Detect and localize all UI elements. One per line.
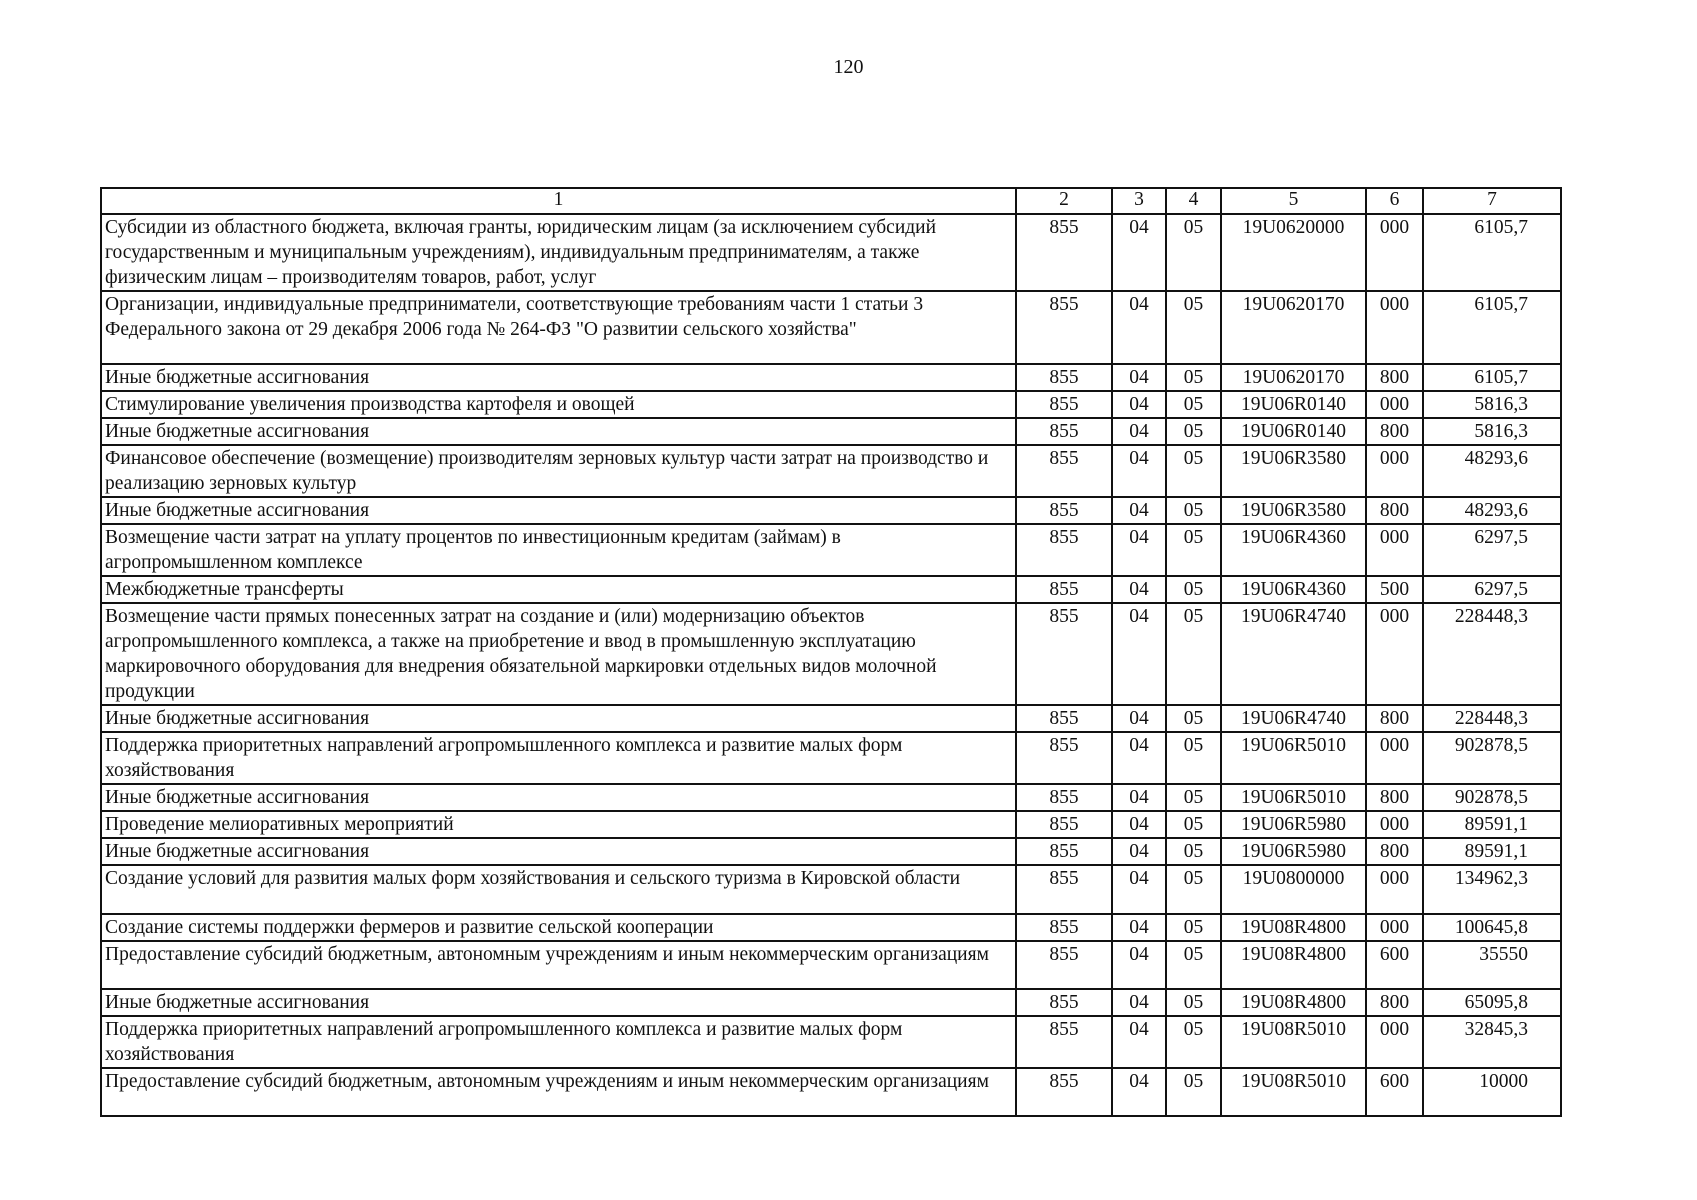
row-section-code: 04 xyxy=(1112,1068,1166,1116)
row-amount: 902878,5 xyxy=(1423,784,1561,811)
row-section-code: 04 xyxy=(1112,705,1166,732)
row-amount: 6105,7 xyxy=(1423,364,1561,391)
row-section-code: 04 xyxy=(1112,364,1166,391)
row-subsection-code: 05 xyxy=(1166,705,1221,732)
row-subsection-code: 05 xyxy=(1166,914,1221,941)
row-name: Возмещение части затрат на уплату процентов по инвестиционным кредитам (займам) в агропромышленном комплексе xyxy=(101,524,1016,576)
row-grbs-code: 855 xyxy=(1016,705,1112,732)
row-subsection-code: 05 xyxy=(1166,603,1221,705)
row-expense-type: 500 xyxy=(1366,576,1423,603)
row-amount: 6297,5 xyxy=(1423,524,1561,576)
row-subsection-code: 05 xyxy=(1166,576,1221,603)
row-amount: 6297,5 xyxy=(1423,576,1561,603)
row-subsection-code: 05 xyxy=(1166,1016,1221,1068)
row-expense-type: 000 xyxy=(1366,524,1423,576)
row-grbs-code: 855 xyxy=(1016,291,1112,364)
row-expense-type: 000 xyxy=(1366,865,1423,914)
row-expense-type: 000 xyxy=(1366,445,1423,497)
table-row xyxy=(101,732,1561,784)
row-name: Организации, индивидуальные предприниматели, соответствующие требованиям части 1 статьи 3 Федерального закона от 29 декабря 2006 года № 264-ФЗ "О развитии сельского хозяйства" xyxy=(101,291,1016,364)
row-grbs-code: 855 xyxy=(1016,214,1112,291)
row-subsection-code: 05 xyxy=(1166,865,1221,914)
row-expense-type: 800 xyxy=(1366,784,1423,811)
row-subsection-code: 05 xyxy=(1166,214,1221,291)
row-section-code: 04 xyxy=(1112,214,1166,291)
row-section-code: 04 xyxy=(1112,784,1166,811)
row-subsection-code: 05 xyxy=(1166,291,1221,364)
row-section-code: 04 xyxy=(1112,865,1166,914)
row-grbs-code: 855 xyxy=(1016,914,1112,941)
table-row xyxy=(101,603,1561,705)
row-section-code: 04 xyxy=(1112,524,1166,576)
row-target-code: 19U06R3580 xyxy=(1221,445,1366,497)
row-subsection-code: 05 xyxy=(1166,497,1221,524)
row-name: Проведение мелиоративных мероприятий xyxy=(101,811,1016,838)
table-row xyxy=(101,865,1561,914)
row-target-code: 19U06R4740 xyxy=(1221,603,1366,705)
table-row xyxy=(101,1068,1561,1116)
row-subsection-code: 05 xyxy=(1166,445,1221,497)
row-expense-type: 000 xyxy=(1366,214,1423,291)
row-amount: 100645,8 xyxy=(1423,914,1561,941)
row-name: Создание системы поддержки фермеров и развитие сельской кооперации xyxy=(101,914,1016,941)
row-section-code: 04 xyxy=(1112,603,1166,705)
row-target-code: 19U06R5980 xyxy=(1221,838,1366,865)
table-row xyxy=(101,418,1561,445)
row-grbs-code: 855 xyxy=(1016,1016,1112,1068)
row-grbs-code: 855 xyxy=(1016,732,1112,784)
table-row xyxy=(101,811,1561,838)
row-amount: 5816,3 xyxy=(1423,391,1561,418)
row-section-code: 04 xyxy=(1112,811,1166,838)
table-row xyxy=(101,705,1561,732)
row-name: Иные бюджетные ассигнования xyxy=(101,784,1016,811)
table-row xyxy=(101,391,1561,418)
row-amount: 228448,3 xyxy=(1423,705,1561,732)
row-target-code: 19U06R4740 xyxy=(1221,705,1366,732)
row-name: Создание условий для развития малых форм хозяйствования и сельского туризма в Кировской области xyxy=(101,865,1016,914)
row-name: Предоставление субсидий бюджетным, автономным учреждениям и иным некоммерческим организациям xyxy=(101,1068,1016,1116)
row-grbs-code: 855 xyxy=(1016,811,1112,838)
header-col-4: 4 xyxy=(1166,188,1221,214)
row-section-code: 04 xyxy=(1112,838,1166,865)
budget-table xyxy=(100,187,1562,1117)
row-grbs-code: 855 xyxy=(1016,941,1112,989)
row-target-code: 19U0620170 xyxy=(1221,291,1366,364)
row-name: Иные бюджетные ассигнования xyxy=(101,418,1016,445)
row-amount: 228448,3 xyxy=(1423,603,1561,705)
row-name: Иные бюджетные ассигнования xyxy=(101,838,1016,865)
row-expense-type: 000 xyxy=(1366,914,1423,941)
row-target-code: 19U08R5010 xyxy=(1221,1016,1366,1068)
row-amount: 48293,6 xyxy=(1423,497,1561,524)
header-col-7: 7 xyxy=(1423,188,1561,214)
row-target-code: 19U06R0140 xyxy=(1221,418,1366,445)
table-header-row xyxy=(101,188,1561,214)
row-name: Финансовое обеспечение (возмещение) производителям зерновых культур части затрат на производство и реализацию зерновых культур xyxy=(101,445,1016,497)
row-name: Поддержка приоритетных направлений агропромышленного комплекса и развитие малых форм хозяйствования xyxy=(101,732,1016,784)
table-row xyxy=(101,524,1561,576)
row-grbs-code: 855 xyxy=(1016,418,1112,445)
row-target-code: 19U06R0140 xyxy=(1221,391,1366,418)
table-row xyxy=(101,497,1561,524)
table-row xyxy=(101,576,1561,603)
header-col-6: 6 xyxy=(1366,188,1423,214)
row-expense-type: 000 xyxy=(1366,291,1423,364)
row-subsection-code: 05 xyxy=(1166,941,1221,989)
row-grbs-code: 855 xyxy=(1016,865,1112,914)
row-target-code: 19U06R5010 xyxy=(1221,732,1366,784)
row-target-code: 19U08R4800 xyxy=(1221,941,1366,989)
row-grbs-code: 855 xyxy=(1016,391,1112,418)
row-grbs-code: 855 xyxy=(1016,497,1112,524)
table-row xyxy=(101,291,1561,364)
page-number: 120 xyxy=(833,56,864,78)
table-row xyxy=(101,214,1561,291)
row-amount: 6105,7 xyxy=(1423,214,1561,291)
row-target-code: 19U0800000 xyxy=(1221,865,1366,914)
row-grbs-code: 855 xyxy=(1016,445,1112,497)
row-name: Предоставление субсидий бюджетным, автономным учреждениям и иным некоммерческим организациям xyxy=(101,941,1016,989)
row-target-code: 19U08R4800 xyxy=(1221,989,1366,1016)
row-target-code: 19U06R4360 xyxy=(1221,576,1366,603)
row-section-code: 04 xyxy=(1112,445,1166,497)
row-name: Межбюджетные трансферты xyxy=(101,576,1016,603)
row-grbs-code: 855 xyxy=(1016,364,1112,391)
row-expense-type: 600 xyxy=(1366,1068,1423,1116)
row-expense-type: 000 xyxy=(1366,811,1423,838)
table-row xyxy=(101,1016,1561,1068)
row-grbs-code: 855 xyxy=(1016,989,1112,1016)
row-target-code: 19U06R5010 xyxy=(1221,784,1366,811)
table-row xyxy=(101,941,1561,989)
header-col-2: 2 xyxy=(1016,188,1112,214)
row-grbs-code: 855 xyxy=(1016,838,1112,865)
row-target-code: 19U08R4800 xyxy=(1221,914,1366,941)
row-expense-type: 000 xyxy=(1366,1016,1423,1068)
row-subsection-code: 05 xyxy=(1166,391,1221,418)
row-expense-type: 800 xyxy=(1366,989,1423,1016)
row-grbs-code: 855 xyxy=(1016,576,1112,603)
row-section-code: 04 xyxy=(1112,576,1166,603)
row-section-code: 04 xyxy=(1112,989,1166,1016)
row-expense-type: 000 xyxy=(1366,732,1423,784)
row-section-code: 04 xyxy=(1112,1016,1166,1068)
row-grbs-code: 855 xyxy=(1016,1068,1112,1116)
row-amount: 89591,1 xyxy=(1423,811,1561,838)
row-section-code: 04 xyxy=(1112,914,1166,941)
row-grbs-code: 855 xyxy=(1016,524,1112,576)
row-expense-type: 000 xyxy=(1366,603,1423,705)
row-subsection-code: 05 xyxy=(1166,838,1221,865)
header-col-5: 5 xyxy=(1221,188,1366,214)
row-subsection-code: 05 xyxy=(1166,418,1221,445)
row-amount: 65095,8 xyxy=(1423,989,1561,1016)
row-amount: 902878,5 xyxy=(1423,732,1561,784)
row-section-code: 04 xyxy=(1112,418,1166,445)
row-subsection-code: 05 xyxy=(1166,989,1221,1016)
row-amount: 134962,3 xyxy=(1423,865,1561,914)
row-expense-type: 800 xyxy=(1366,364,1423,391)
row-name: Иные бюджетные ассигнования xyxy=(101,497,1016,524)
row-grbs-code: 855 xyxy=(1016,603,1112,705)
row-target-code: 19U0620000 xyxy=(1221,214,1366,291)
table-row xyxy=(101,445,1561,497)
row-expense-type: 800 xyxy=(1366,838,1423,865)
row-target-code: 19U06R3580 xyxy=(1221,497,1366,524)
row-name: Возмещение части прямых понесенных затрат на создание и (или) модернизацию объектов агропромышленного комплекса, а также на приобретение и ввод в промышленную эксплуатацию маркировочного оборудования для внедрения обязательной маркировки отдельных видов молочной продукции xyxy=(101,603,1016,705)
row-subsection-code: 05 xyxy=(1166,364,1221,391)
row-expense-type: 800 xyxy=(1366,705,1423,732)
row-target-code: 19U06R5980 xyxy=(1221,811,1366,838)
row-section-code: 04 xyxy=(1112,391,1166,418)
row-grbs-code: 855 xyxy=(1016,784,1112,811)
row-expense-type: 800 xyxy=(1366,497,1423,524)
row-name: Иные бюджетные ассигнования xyxy=(101,705,1016,732)
row-amount: 35550 xyxy=(1423,941,1561,989)
row-subsection-code: 05 xyxy=(1166,811,1221,838)
row-section-code: 04 xyxy=(1112,732,1166,784)
row-subsection-code: 05 xyxy=(1166,1068,1221,1116)
row-amount: 48293,6 xyxy=(1423,445,1561,497)
row-expense-type: 600 xyxy=(1366,941,1423,989)
table-row xyxy=(101,364,1561,391)
row-subsection-code: 05 xyxy=(1166,732,1221,784)
row-section-code: 04 xyxy=(1112,941,1166,989)
table-row xyxy=(101,784,1561,811)
row-amount: 6105,7 xyxy=(1423,291,1561,364)
row-target-code: 19U08R5010 xyxy=(1221,1068,1366,1116)
row-section-code: 04 xyxy=(1112,291,1166,364)
row-target-code: 19U06R4360 xyxy=(1221,524,1366,576)
table-row xyxy=(101,914,1561,941)
row-target-code: 19U0620170 xyxy=(1221,364,1366,391)
row-name: Иные бюджетные ассигнования xyxy=(101,364,1016,391)
table-row xyxy=(101,838,1561,865)
header-col-1: 1 xyxy=(101,188,1016,214)
row-subsection-code: 05 xyxy=(1166,784,1221,811)
row-amount: 89591,1 xyxy=(1423,838,1561,865)
header-col-3: 3 xyxy=(1112,188,1166,214)
row-expense-type: 800 xyxy=(1366,418,1423,445)
row-name: Стимулирование увеличения производства картофеля и овощей xyxy=(101,391,1016,418)
row-amount: 5816,3 xyxy=(1423,418,1561,445)
row-section-code: 04 xyxy=(1112,497,1166,524)
row-amount: 32845,3 xyxy=(1423,1016,1561,1068)
row-subsection-code: 05 xyxy=(1166,524,1221,576)
row-name: Иные бюджетные ассигнования xyxy=(101,989,1016,1016)
row-expense-type: 000 xyxy=(1366,391,1423,418)
row-amount: 10000 xyxy=(1423,1068,1561,1116)
row-name: Субсидии из областного бюджета, включая гранты, юридическим лицам (за исключением субсидий государственным и муниципальным учреждениям), индивидуальным предпринимателям, а также физическим лицам – производителям товаров, работ, услуг xyxy=(101,214,1016,291)
table-row xyxy=(101,989,1561,1016)
row-name: Поддержка приоритетных направлений агропромышленного комплекса и развитие малых форм хозяйствования xyxy=(101,1016,1016,1068)
